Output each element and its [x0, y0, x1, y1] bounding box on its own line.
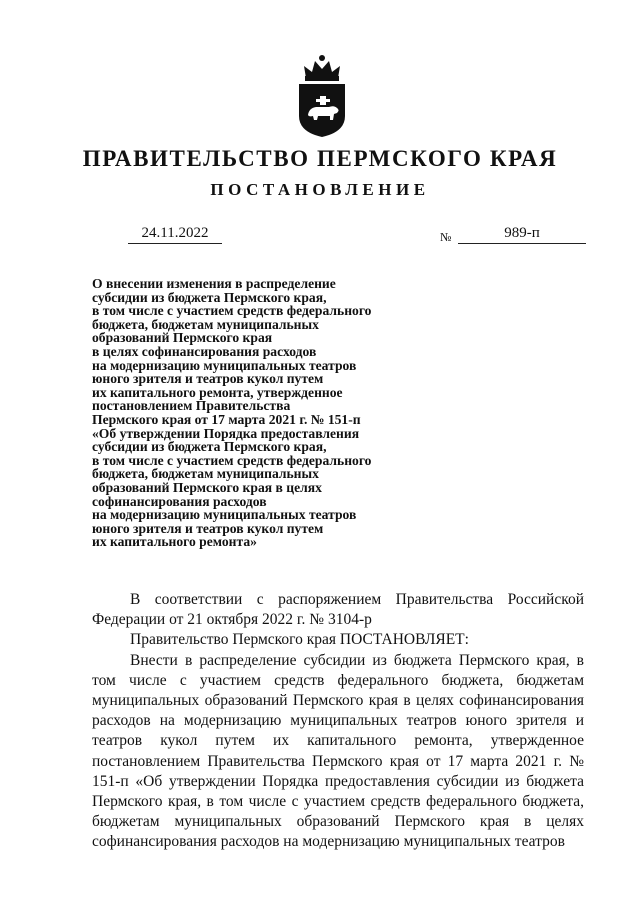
subject-line: в том числе с участием средств федерального — [92, 452, 372, 468]
document-type: ПОСТАНОВЛЕНИЕ — [210, 180, 430, 199]
body-paragraph: В соответствии с распоряжением Правительства Российской Федерации от 21 октября 2022 г. № 3104-р — [92, 591, 584, 629]
subject-line: юного зрителя и театров кукол путем — [92, 520, 324, 536]
document-subject — [92, 277, 371, 549]
subject-line: в целях софинансирования расходов — [92, 343, 317, 359]
body-paragraph: Правительство Пермского края ПОСТАНОВЛЯЕТ: — [130, 631, 469, 649]
subject-line: постановлением Правительства — [92, 398, 291, 414]
subject-line: образований Пермского края в целях — [92, 479, 322, 495]
subject-line: их капитального ремонта, утвержденное — [92, 384, 343, 400]
subject-line: на модернизацию муниципальных театров — [92, 357, 357, 373]
government-title: ПРАВИТЕЛЬСТВО ПЕРМСКОГО КРАЯ — [82, 146, 558, 171]
body-paragraph: Внести в распределение субсидии из бюджета Пермского края, в том числе с участием средств федерального бюджета, бюджетам муниципальных образований Пермского края в целях софинансирования расходов на модернизацию муниципальных театров юного зрителя и театров кукол путем их капитального ремонта, утвержденное постановлением Правительства Пермского края от 17 марта 2021 г. № 151-п «Об утверждении Порядка предоставления субсидии из бюджета Пермского края, в том числе с участием средств федерального бюджета, бюджетам муниципальных образований Пермского края в целях софинансирования расходов на модернизацию муниципальных театров — [92, 651, 584, 851]
document-date: 24.11.2022 — [128, 225, 222, 244]
subject-line: софинансирования расходов — [92, 493, 267, 509]
subject-line: в том числе с участием средств федерального — [92, 303, 372, 319]
subject-line: на модернизацию муниципальных театров — [92, 507, 357, 523]
subject-line: Пермского края от 17 марта 2021 г. № 151-п — [92, 411, 361, 427]
subject-line: О внесении изменения в распределение — [92, 276, 336, 291]
number-sign: № — [440, 230, 452, 244]
subject-line: их капитального ремонта» — [92, 534, 257, 550]
subject-line: субсидии из бюджета Пермского края, — [92, 439, 327, 455]
document-number: 989-п — [458, 225, 586, 244]
subject-line: бюджета, бюджетам муниципальных — [92, 466, 319, 482]
subject-line: образований Пермского края — [92, 330, 273, 346]
subject-line: юного зрителя и театров кукол путем — [92, 371, 324, 387]
subject-line: субсидии из бюджета Пермского края, — [92, 289, 327, 305]
coat-of-arms-icon — [296, 52, 348, 138]
subject-line: бюджета, бюджетам муниципальных — [92, 316, 319, 332]
subject-line: «Об утверждении Порядка предоставления — [92, 425, 360, 441]
document-body — [92, 590, 584, 853]
